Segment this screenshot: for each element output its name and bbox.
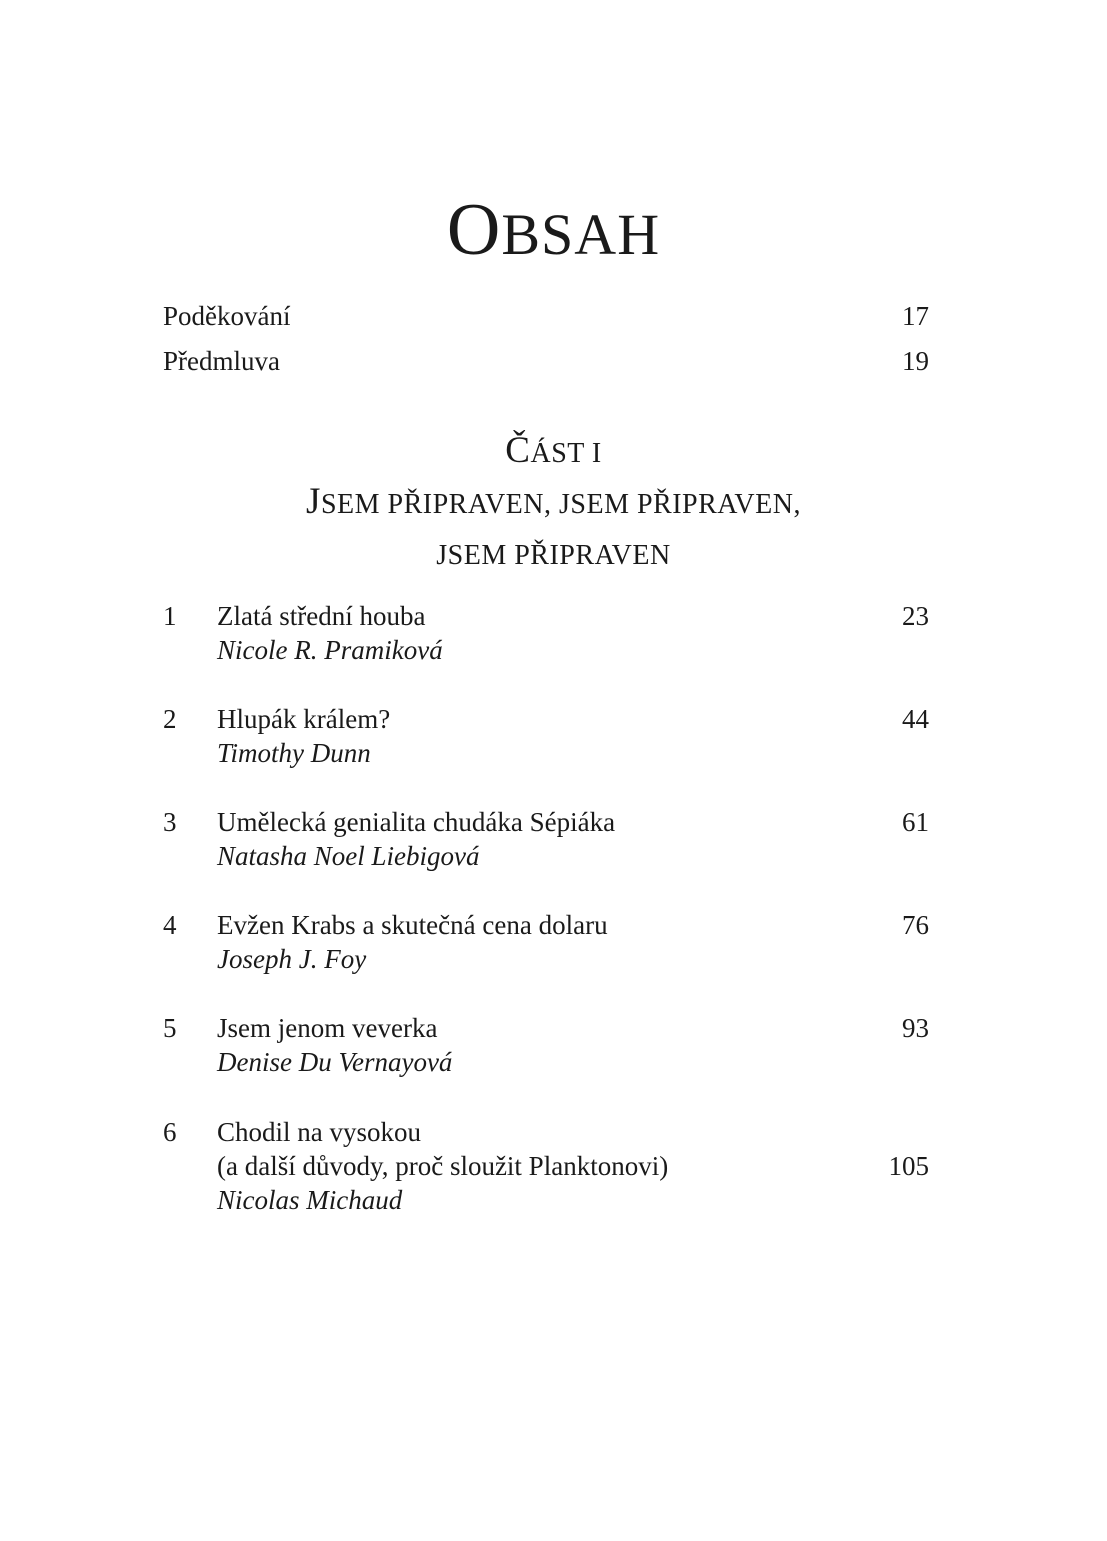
chapter-title: Chodil na vysokou	[217, 1117, 422, 1147]
toc-front-label: Předmluva	[163, 346, 280, 376]
part-heading-line-2	[0, 478, 1107, 529]
part-heading-text: JSEM PŘIPRAVEN	[436, 540, 671, 571]
chapter-title: Zlatá střední houba	[217, 601, 426, 631]
chapter-title: Evžen Krabs a skutečná cena dolaru	[217, 910, 608, 940]
part-heading-text: SEM PŘIPRAVEN, JSEM PŘIPRAVEN,	[320, 489, 801, 520]
chapter-number: 1	[163, 601, 177, 631]
chapter-subtitle: (a další důvody, proč sloužit Planktonovi)	[217, 1151, 669, 1181]
chapter-number: 2	[163, 704, 177, 734]
part-heading-initial: Č	[505, 430, 531, 471]
toc-front-label: Poděkování	[163, 301, 291, 331]
page-title	[0, 190, 1107, 275]
toc-page-number: 23	[902, 601, 929, 631]
toc-page-number: 44	[902, 704, 929, 734]
page-title-initial: O	[446, 189, 502, 271]
part-heading-initial: J	[306, 481, 321, 522]
chapter-number: 6	[163, 1117, 177, 1147]
toc-page-number: 93	[902, 1013, 929, 1043]
chapter-body	[217, 805, 857, 873]
chapter-body	[217, 908, 857, 976]
chapter-author: Natasha Noel Liebigová	[217, 841, 480, 871]
chapter-author: Denise Du Vernayová	[217, 1047, 453, 1077]
toc-page-number: 17	[902, 301, 929, 331]
chapter-number: 4	[163, 910, 177, 940]
chapter-title: Hlupák králem?	[217, 704, 391, 734]
toc-page-number: 61	[902, 807, 929, 837]
chapter-body	[217, 1011, 857, 1079]
chapter-title: Umělecká genialita chudáka Sépiáka	[217, 807, 616, 837]
part-heading-text: ÁST I	[530, 438, 602, 469]
chapter-author: Joseph J. Foy	[217, 944, 367, 974]
toc-page-number: 19	[902, 346, 929, 376]
part-heading-line-3	[0, 529, 1107, 580]
chapter-number: 5	[163, 1013, 177, 1043]
chapter-title: Jsem jenom veverka	[217, 1013, 438, 1043]
chapter-body	[217, 1115, 857, 1217]
part-heading-line-1	[0, 427, 1107, 478]
chapter-author: Nicolas Michaud	[217, 1185, 403, 1215]
chapter-body	[217, 702, 857, 770]
chapter-author: Timothy Dunn	[217, 738, 371, 768]
part-heading	[0, 427, 1107, 580]
toc-page-number: 105	[888, 1151, 929, 1181]
page-title-rest: BSAH	[501, 202, 661, 267]
toc-page-number: 76	[902, 910, 929, 940]
chapter-body	[217, 599, 857, 667]
chapter-author: Nicole R. Pramiková	[217, 635, 443, 665]
chapter-number: 3	[163, 807, 177, 837]
